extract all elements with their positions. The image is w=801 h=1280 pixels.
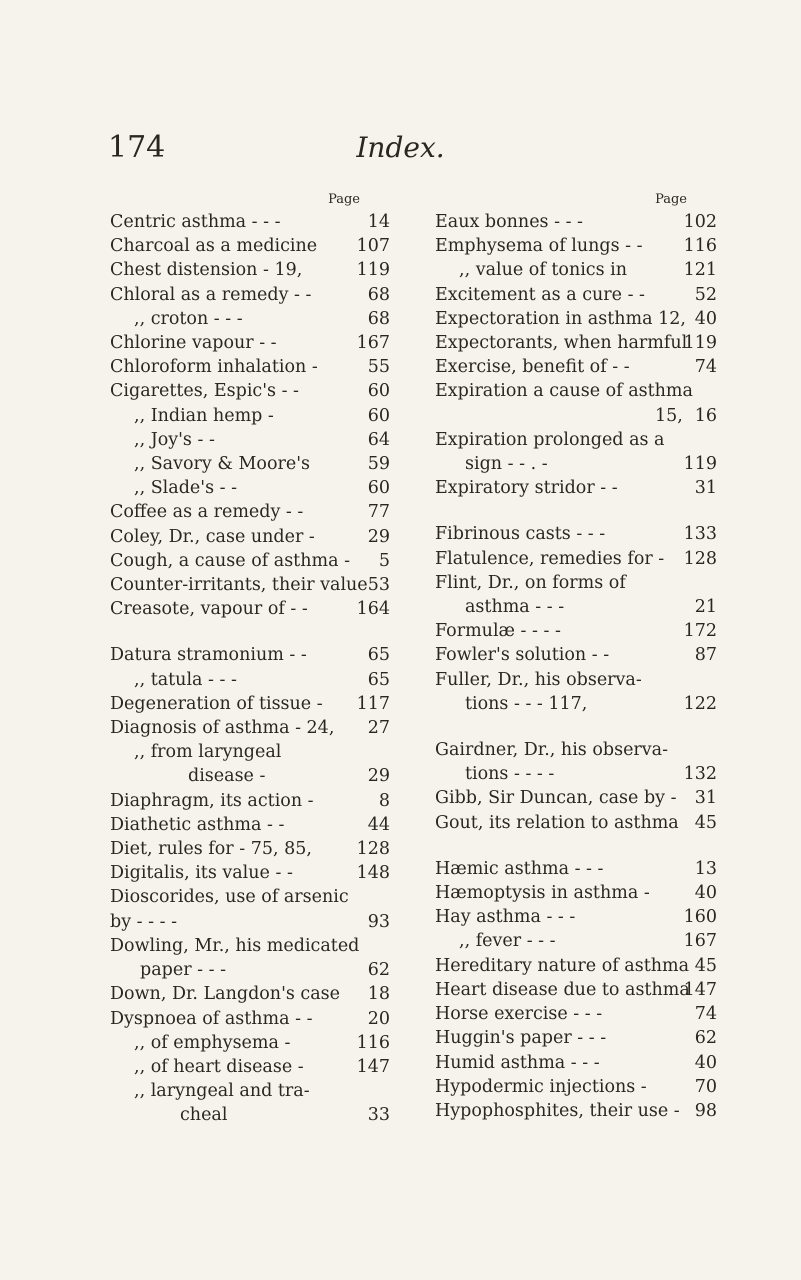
index-entry xyxy=(110,1031,390,1055)
entry-text: Cigarettes, Espic's - - xyxy=(110,381,299,402)
entry-page-number: 13 xyxy=(694,858,717,879)
index-entry xyxy=(110,813,390,837)
entry-page-number: 5 xyxy=(378,550,390,571)
entry-page-number: 116 xyxy=(683,236,717,257)
entry-text: Diaphragm, its action - xyxy=(110,790,314,811)
entry-page-number: 52 xyxy=(694,284,717,305)
entry-page-number: 74 xyxy=(694,1004,717,1025)
entry-text: Diet, rules for - 75, 85, xyxy=(110,839,312,860)
index-entry xyxy=(435,331,717,355)
entry-page-number: 122 xyxy=(683,693,717,714)
entry-text: sign - - . - xyxy=(465,454,548,475)
index-entry xyxy=(435,857,717,881)
index-entry xyxy=(110,885,390,909)
entry-page-number: 98 xyxy=(694,1100,717,1121)
entry-page-number: 160 xyxy=(683,907,717,928)
entry-text: 15, xyxy=(655,405,683,426)
entry-page-number: 60 xyxy=(367,381,390,402)
entry-text: Cough, a cause of asthma - xyxy=(110,550,350,571)
entry-text: Expectoration in asthma 12, xyxy=(435,308,686,329)
entry-text: Counter-irritants, their value xyxy=(110,575,368,596)
index-entry xyxy=(110,716,390,740)
letter-group-gap xyxy=(435,835,717,857)
index-entry xyxy=(110,452,390,476)
entry-page-number: 65 xyxy=(367,645,390,666)
entry-text: Gairdner, Dr., his observa- xyxy=(435,740,669,761)
index-entry xyxy=(110,549,390,573)
index-entry xyxy=(110,210,390,234)
entry-page-number: 53 xyxy=(367,575,390,596)
letter-group-gap xyxy=(435,716,717,738)
entry-text: Chloral as a remedy - - xyxy=(110,284,312,305)
entry-text: asthma - - - xyxy=(465,597,565,618)
index-entry xyxy=(110,740,390,764)
entry-page-number: 29 xyxy=(367,526,390,547)
entry-page-number: 102 xyxy=(683,212,717,232)
index-entry xyxy=(110,1055,390,1079)
index-entry xyxy=(110,837,390,861)
entry-page-number: 70 xyxy=(694,1076,717,1097)
entry-text: tions - - - - xyxy=(465,764,555,785)
entry-page-number: 77 xyxy=(367,502,390,523)
entry-text: Diathetic asthma - - xyxy=(110,814,285,835)
index-entry xyxy=(110,258,390,282)
index-entry xyxy=(435,643,717,667)
entry-page-number: 60 xyxy=(367,405,390,426)
entry-page-number: 116 xyxy=(356,1032,390,1053)
entry-page-number: 62 xyxy=(694,1028,717,1049)
index-entry xyxy=(110,910,390,934)
entry-page-number: 29 xyxy=(367,766,390,787)
entry-page-number: 60 xyxy=(367,478,390,499)
entry-text: Hypodermic injections - xyxy=(435,1076,647,1097)
entry-text: Chest distension - 19, xyxy=(110,260,303,281)
page-column-label: Page xyxy=(655,192,687,207)
entry-text: Expiration prolonged as a xyxy=(435,429,665,450)
index-entry xyxy=(110,234,390,258)
entry-page-number: 128 xyxy=(356,839,390,860)
index-entry xyxy=(110,573,390,597)
entry-page-number: 31 xyxy=(694,788,717,809)
index-entry xyxy=(435,881,717,905)
entry-page-number: 119 xyxy=(356,260,390,281)
entry-text: Expiratory stridor - - xyxy=(435,478,618,499)
entry-text: ,, Slade's - - xyxy=(134,478,238,499)
entry-text: ,, of heart disease - xyxy=(134,1056,304,1077)
entry-page-number: 107 xyxy=(356,236,390,257)
entry-page-number: 64 xyxy=(367,429,390,450)
index-entry xyxy=(435,379,717,403)
entry-text: Gout, its relation to asthma xyxy=(435,812,679,833)
index-entry xyxy=(110,861,390,885)
entry-text: Horse exercise - - - xyxy=(435,1004,603,1025)
entry-text: ,, laryngeal and tra- xyxy=(134,1081,310,1102)
index-entry xyxy=(435,954,717,978)
entry-text: Dyspnoea of asthma - - xyxy=(110,1008,313,1029)
index-entry xyxy=(435,547,717,571)
index-entry xyxy=(110,355,390,379)
entry-page-number: 87 xyxy=(694,645,717,666)
entry-text: Datura stramonium - - xyxy=(110,645,307,666)
entry-page-number: 128 xyxy=(683,548,717,569)
entry-text: Hypophosphites, their use - xyxy=(435,1100,680,1121)
index-entry xyxy=(435,452,717,476)
entry-page-number: 21 xyxy=(694,597,717,618)
index-entry xyxy=(110,982,390,1006)
entry-text: Digitalis, its value - - xyxy=(110,863,293,884)
entry-text: Fuller, Dr., his observa- xyxy=(435,669,642,690)
entry-page-number: 27 xyxy=(367,718,390,739)
index-entry xyxy=(110,525,390,549)
entry-text: Exercise, benefit of - - xyxy=(435,357,630,378)
letter-group-gap xyxy=(435,500,717,522)
index-entry xyxy=(110,428,390,452)
index-entry xyxy=(435,1099,717,1123)
index-entry xyxy=(435,1075,717,1099)
entry-text: Huggin's paper - - - xyxy=(435,1028,607,1049)
entry-text: Coley, Dr., case under - xyxy=(110,526,315,547)
entry-text: Fibrinous casts - - - xyxy=(435,524,606,545)
entry-text: ,, Savory & Moore's xyxy=(134,454,310,475)
entry-text: Hay asthma - - - xyxy=(435,907,576,928)
entry-text: ,, value of tonics in xyxy=(459,260,628,281)
running-title: Index. xyxy=(356,131,445,164)
index-entry xyxy=(435,404,717,428)
entry-page-number: 40 xyxy=(694,883,717,904)
entry-text: Emphysema of lungs - - xyxy=(435,236,643,257)
index-entry xyxy=(110,500,390,524)
entry-text: tions - - - 117, xyxy=(465,693,588,714)
entry-text: Expectorants, when harmful xyxy=(435,333,688,354)
index-entry xyxy=(435,283,717,307)
index-entry xyxy=(110,1103,390,1127)
index-entry xyxy=(110,476,390,500)
index-column-left xyxy=(110,190,390,1128)
index-entry xyxy=(435,522,717,546)
index-entry xyxy=(110,643,390,667)
index-entry xyxy=(435,355,717,379)
index-entry xyxy=(110,692,390,716)
index-entry xyxy=(435,234,717,258)
index-entry xyxy=(435,762,717,786)
index-entry xyxy=(435,978,717,1002)
entry-page-number: 147 xyxy=(683,979,717,1000)
entry-text: Fowler's solution - - xyxy=(435,645,610,666)
index-entry xyxy=(435,307,717,331)
index-entry xyxy=(110,958,390,982)
entry-text: Centric asthma - - - xyxy=(110,212,281,232)
entry-text: Chloroform inhalation - xyxy=(110,357,318,378)
entry-page-number: 62 xyxy=(367,960,390,981)
index-entry xyxy=(435,692,717,716)
entry-page-number: 119 xyxy=(683,454,717,475)
entry-text: Hæmic asthma - - - xyxy=(435,858,604,879)
entry-page-number: 119 xyxy=(683,333,717,354)
entry-text: Hæmoptysis in asthma - xyxy=(435,883,650,904)
entry-text: Degeneration of tissue - xyxy=(110,693,323,714)
entry-text: Excitement as a cure - - xyxy=(435,284,645,305)
index-entry xyxy=(110,934,390,958)
entry-page-number: 44 xyxy=(367,814,390,835)
entry-page-number: 68 xyxy=(367,284,390,305)
entry-text: Chlorine vapour - - xyxy=(110,333,277,354)
index-entry xyxy=(435,571,717,595)
entry-text: Charcoal as a medicine xyxy=(110,236,318,257)
entry-page-number: 167 xyxy=(683,931,717,952)
entry-page-number: 8 xyxy=(378,790,390,811)
index-entry xyxy=(435,210,717,234)
entry-text: Gibb, Sir Duncan, case by - xyxy=(435,788,677,809)
entry-text: Creasote, vapour of - - xyxy=(110,599,308,620)
entry-page-number: 167 xyxy=(356,333,390,354)
entry-text: Dowling, Mr., his medicated xyxy=(110,935,360,956)
index-column-right xyxy=(435,190,717,1123)
index-entry xyxy=(110,668,390,692)
entry-page-number: 14 xyxy=(367,212,390,232)
entry-page-number: 132 xyxy=(683,764,717,785)
entry-page-number: 16 xyxy=(694,405,717,426)
entry-text: Hereditary nature of asthma xyxy=(435,955,690,976)
entry-text: disease - xyxy=(188,766,266,787)
entry-text: ,, tatula - - - xyxy=(134,669,237,690)
index-entry xyxy=(110,789,390,813)
index-entry xyxy=(110,331,390,355)
index-entry xyxy=(110,404,390,428)
entry-page-number: 147 xyxy=(356,1056,390,1077)
index-entry xyxy=(435,738,717,762)
entry-page-number: 121 xyxy=(683,260,717,281)
entry-page-number: 65 xyxy=(367,669,390,690)
index-entry xyxy=(435,428,717,452)
index-entry xyxy=(110,764,390,788)
entry-page-number: 117 xyxy=(356,693,390,714)
entry-text: Flint, Dr., on forms of xyxy=(435,572,626,593)
entry-text: Expiration a cause of asthma xyxy=(435,381,693,402)
entry-text: Humid asthma - - - xyxy=(435,1052,600,1073)
entry-text: ,, of emphysema - xyxy=(134,1032,291,1053)
entry-text: by - - - - xyxy=(110,911,177,932)
entry-text: Dioscorides, use of arsenic xyxy=(110,887,349,908)
index-entry xyxy=(435,595,717,619)
entry-page-number: 18 xyxy=(367,984,390,1005)
entry-page-number: 31 xyxy=(694,478,717,499)
index-entry xyxy=(435,1002,717,1026)
index-entry xyxy=(435,1051,717,1075)
entry-text: ,, Joy's - - xyxy=(134,429,215,450)
entry-text: paper - - - xyxy=(140,960,226,981)
index-entry xyxy=(110,283,390,307)
index-entry xyxy=(435,258,717,282)
entry-page-number: 40 xyxy=(694,1052,717,1073)
entry-text: ,, croton - - - xyxy=(134,308,243,329)
index-entry xyxy=(435,905,717,929)
index-entry xyxy=(435,1026,717,1050)
index-entry xyxy=(435,786,717,810)
entries-left xyxy=(110,210,390,1128)
page-number: 174 xyxy=(108,130,166,165)
entry-text: ,, from laryngeal xyxy=(134,742,282,763)
index-entry xyxy=(435,668,717,692)
entries-right xyxy=(435,210,717,1123)
entry-text: Down, Dr. Langdon's case xyxy=(110,984,341,1005)
entry-page-number: 74 xyxy=(694,357,717,378)
entry-page-number: 20 xyxy=(367,1008,390,1029)
entry-text: Flatulence, remedies for - xyxy=(435,548,665,569)
entry-page-number: 68 xyxy=(367,308,390,329)
index-entry xyxy=(435,619,717,643)
entry-page-number: 33 xyxy=(367,1105,390,1126)
entry-text: Heart disease due to asthma xyxy=(435,979,690,1000)
entry-page-number: 40 xyxy=(694,308,717,329)
entry-page-number: 148 xyxy=(356,863,390,884)
entry-page-number: 59 xyxy=(367,454,390,475)
entry-text: cheal xyxy=(180,1105,228,1126)
index-entry xyxy=(110,597,390,621)
entry-text: Formulæ - - - - xyxy=(435,621,561,642)
page-header xyxy=(0,128,801,168)
entry-text: ,, fever - - - xyxy=(459,931,556,952)
index-entry xyxy=(110,379,390,403)
page-column-label: Page xyxy=(328,192,360,207)
entry-text: Coffee as a remedy - - xyxy=(110,502,304,523)
index-entry xyxy=(435,476,717,500)
entry-page-number: 93 xyxy=(367,911,390,932)
entry-page-number: 55 xyxy=(367,357,390,378)
index-entry xyxy=(110,307,390,331)
entry-text: Diagnosis of asthma - 24, xyxy=(110,718,335,739)
index-entry xyxy=(435,929,717,953)
entry-text: Eaux bonnes - - - xyxy=(435,212,583,232)
entry-page-number: 172 xyxy=(683,621,717,642)
entry-page-number: 164 xyxy=(356,599,390,620)
index-entry xyxy=(110,1079,390,1103)
entry-page-number: 133 xyxy=(683,524,717,545)
index-entry xyxy=(435,811,717,835)
entry-page-number: 45 xyxy=(694,955,717,976)
index-entry xyxy=(110,1007,390,1031)
entry-page-number: 45 xyxy=(694,812,717,833)
entry-text: ,, Indian hemp - xyxy=(134,405,274,426)
letter-group-gap xyxy=(110,621,390,643)
